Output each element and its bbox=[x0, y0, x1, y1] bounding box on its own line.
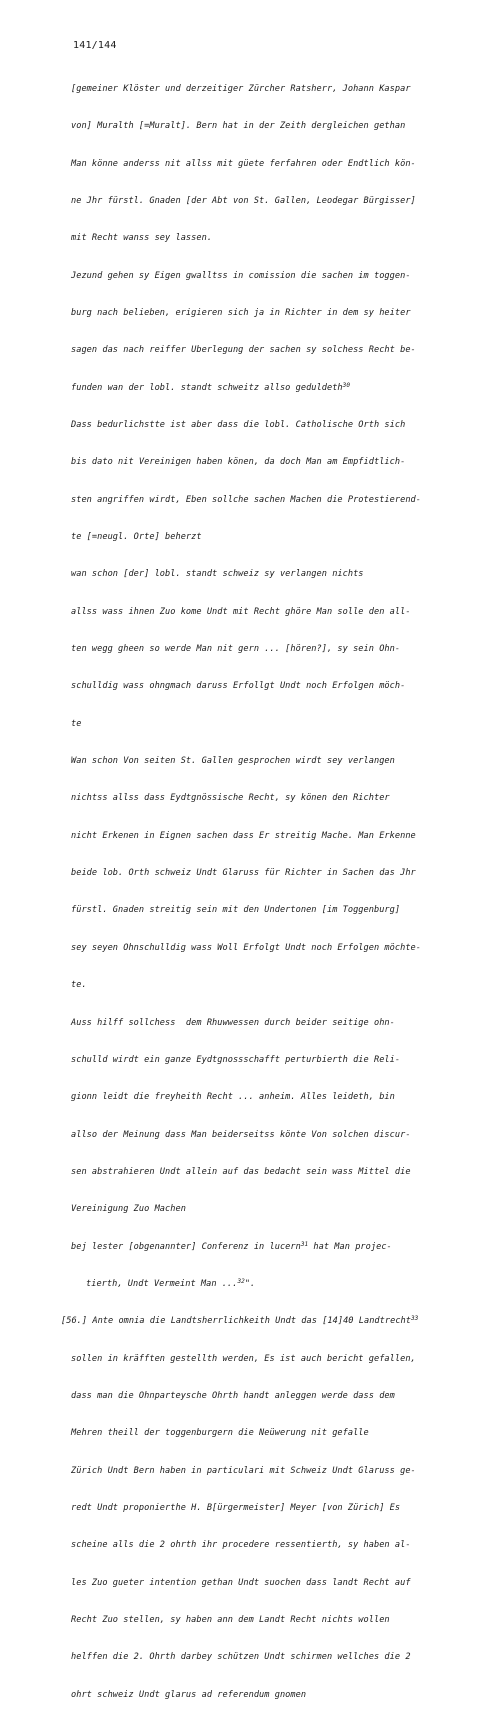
text-line: Zürich Undt Bern haben in particulari mit Schweiz Undt Glaruss ge- bbox=[71, 1465, 416, 1476]
text-line: scheine alls die 2 ohrth ihr procedere ressentierth, sy haben al- bbox=[71, 1540, 411, 1551]
text-line bbox=[61, 1315, 471, 1327]
text-line: Recht Zuo stellen, sy haben ann dem Landt Recht nichts wollen bbox=[71, 1615, 390, 1625]
page-number: 141/144 bbox=[73, 40, 117, 51]
text-line bbox=[71, 1278, 471, 1290]
text-line-content: [56.] Ante omnia die Landtsherrlichkeith Undt das [14]40 Landtrecht bbox=[61, 1316, 411, 1327]
text-line bbox=[71, 1241, 471, 1253]
text-line: fürstl. Gnaden streitig sein mit den Undertonen [im Toggenburg] bbox=[71, 905, 401, 916]
text-line: ten wegg gheen so werde Man nit gern ... [hören?], sy sein Ohn- bbox=[71, 644, 401, 655]
text-line-tail: hat Man projec- bbox=[308, 1241, 392, 1252]
text-line-content: funden wan der lobl. standt schweitz allso geduldeth bbox=[71, 382, 343, 393]
text-line: ohrt schweiz Undt glarus ad referendum gnomen bbox=[71, 1689, 307, 1700]
text-line: te bbox=[71, 718, 82, 729]
text-line: allss wass ihnen Zuo kome Undt mit Recht ghöre Man solle den all- bbox=[71, 606, 411, 617]
footnote-marker: 30 bbox=[342, 381, 350, 389]
text-line: helffen die 2. Ohrth darbey schützen Undt schirmen wellches die 2 bbox=[71, 1652, 411, 1663]
transcription-text bbox=[61, 58, 471, 1726]
text-line: sey seyen Ohnschulldig wass Woll Erfolgt Undt noch Erfolgen möchte- bbox=[71, 942, 421, 953]
text-line: Man könne anderss nit allss mit güete ferfahren oder Endtlich kön- bbox=[71, 158, 416, 169]
text-line: les Zuo gueter intention gethan Undt suochen dass landt Recht auf bbox=[71, 1577, 411, 1588]
text-line: sagen das nach reiffer Uberlegung der sachen sy solchess Recht be- bbox=[71, 345, 416, 356]
footnote-marker: 33 bbox=[411, 1315, 419, 1323]
text-line-content: tierth, Undt Vermeint Man ... bbox=[86, 1278, 238, 1289]
text-line: te [=neugl. Orte] beherzt bbox=[71, 532, 202, 543]
text-line: nicht Erkenen in Eignen sachen dass Er streitig Mache. Man Erkenne bbox=[71, 830, 416, 841]
text-line: Mehren theill der toggenburgern die Neüwerung nit gefalle bbox=[71, 1428, 369, 1439]
text-line: allso der Meinung dass Man beiderseitss könte Von solchen discur- bbox=[71, 1129, 411, 1140]
text-line-tail: ". bbox=[244, 1278, 256, 1289]
text-line: Jezund gehen sy Eigen gwalltss in comission die sachen im toggen- bbox=[71, 270, 411, 281]
footnote-marker: 32 bbox=[237, 1277, 245, 1285]
text-line: dass man die Ohnparteysche Ohrth handt anleggen werde dass dem bbox=[71, 1390, 395, 1401]
text-line: bis dato nit Vereinigen haben könen, da doch Man am Empfidtlich- bbox=[71, 457, 406, 468]
text-line: schulld wirdt ein ganze Eydtgnossschafft perturbierth die Reli- bbox=[71, 1054, 401, 1065]
text-line: Wan schon Von seiten St. Gallen gesprochen wirdt sey verlangen bbox=[71, 756, 395, 767]
text-line: Dass bedurlichstte ist aber dass die lobl. Catholische Orth sich bbox=[71, 420, 406, 430]
text-line: redt Undt proponierthe H. B[ürgermeister] Meyer [von Zürich] Es bbox=[71, 1502, 401, 1513]
text-line: ne Jhr fürstl. Gnaden [der Abt von St. Gallen, Leodegar Bürgisser] bbox=[71, 195, 416, 206]
text-line: nichtss allss dass Eydtgnössische Recht, sy könen den Richter bbox=[71, 793, 390, 804]
text-line: Vereinigung Zuo Machen bbox=[71, 1204, 186, 1215]
footnote-marker: 31 bbox=[300, 1240, 309, 1248]
text-line: wan schon [der] lobl. standt schweiz sy verlangen nichts bbox=[71, 569, 364, 580]
text-line: von] Muralth [=Muralt]. Bern hat in der Zeith dergleichen gethan bbox=[71, 121, 406, 132]
text-line-content: bej lester [obgenannter] Conferenz in lucern bbox=[71, 1241, 301, 1252]
text-line: burg nach belieben, erigieren sich ja in Richter in dem sy heiter bbox=[71, 307, 411, 318]
text-line: mit Recht wanss sey lassen. bbox=[71, 233, 213, 244]
text-line bbox=[71, 382, 471, 394]
text-line: gionn leidt die freyheith Recht ... anheim. Alles leideth, bin bbox=[71, 1092, 395, 1103]
text-line: te. bbox=[71, 980, 87, 991]
text-line: Auss hilff sollchess dem Rhuwwessen durch beider seitige ohn- bbox=[71, 1017, 395, 1028]
text-line: sten angriffen wirdt, Eben sollche sachen Machen die Protestierend- bbox=[71, 494, 421, 505]
text-line: sen abstrahieren Undt allein auf das bedacht sein wass Mittel die bbox=[71, 1166, 411, 1177]
text-line: sollen in kräfften gestellth werden, Es ist auch bericht gefallen, bbox=[71, 1353, 416, 1364]
text-line: schulldig wass ohngmach daruss Erfollgt Undt noch Erfolgen möch- bbox=[71, 681, 406, 692]
text-line: beide lob. Orth schweiz Undt Glaruss für Richter in Sachen das Jhr bbox=[71, 868, 416, 879]
text-line: [gemeiner Klöster und derzeitiger Zürcher Ratsherr, Johann Kaspar bbox=[71, 83, 411, 94]
